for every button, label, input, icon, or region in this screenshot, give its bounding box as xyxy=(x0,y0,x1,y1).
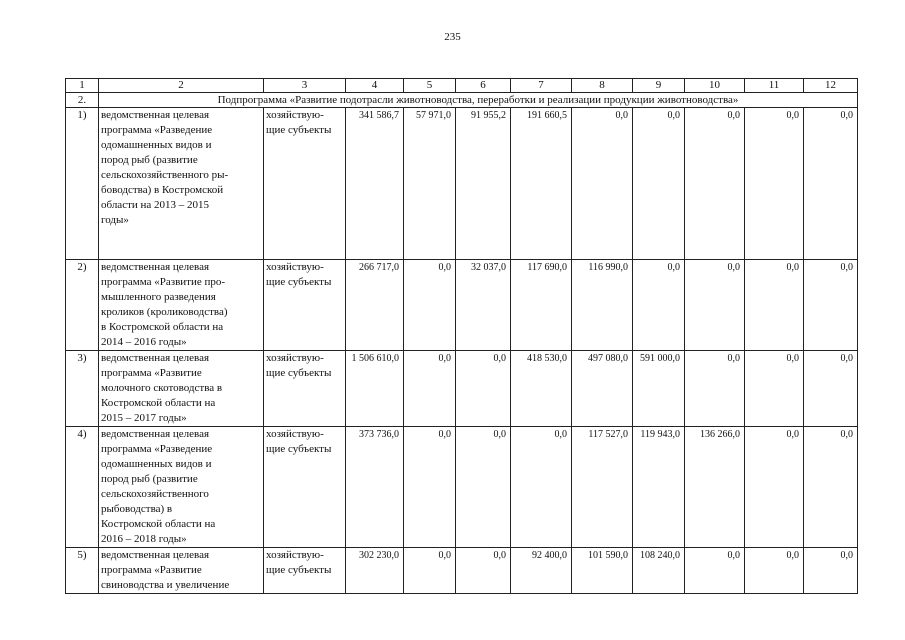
executor-line: хозяйствую- xyxy=(266,352,324,364)
column-number-row xyxy=(66,79,858,93)
program-name-line: ведомственная целевая xyxy=(101,109,210,121)
table-row xyxy=(66,427,858,548)
value-cell: 0,0 xyxy=(456,427,511,548)
program-name xyxy=(99,351,264,427)
program-name-line: программа «Разведение xyxy=(101,124,213,136)
value-cell: 191 660,5 xyxy=(511,108,572,260)
column-number: 4 xyxy=(346,79,404,93)
value-cell: 0,0 xyxy=(511,427,572,548)
column-number: 3 xyxy=(264,79,346,93)
program-name-line: пород рыб (развитие xyxy=(101,154,198,166)
value-cell: 57 971,0 xyxy=(404,108,456,260)
value-cell: 92 400,0 xyxy=(511,548,572,594)
executor xyxy=(264,351,346,427)
table-row xyxy=(66,260,858,351)
value-cell: 266 717,0 xyxy=(346,260,404,351)
program-name-line: 2016 – 2018 годы» xyxy=(101,533,187,545)
value-cell: 1 506 610,0 xyxy=(346,351,404,427)
value-cell: 117 527,0 xyxy=(572,427,633,548)
program-name-line: рыбоводства) в xyxy=(101,503,173,515)
executor-line: щие субъекты xyxy=(266,564,332,576)
program-name-line: Костромской области на xyxy=(101,518,216,530)
program-name-line: сельскохозяйственного ры- xyxy=(101,169,229,181)
executor-line: щие субъекты xyxy=(266,367,332,379)
value-cell: 0,0 xyxy=(804,108,858,260)
program-name-line: ведомственная целевая xyxy=(101,261,210,273)
program-name-line: пород рыб (развитие xyxy=(101,473,198,485)
value-cell: 0,0 xyxy=(404,351,456,427)
subprogram-row xyxy=(66,93,858,108)
value-cell: 373 736,0 xyxy=(346,427,404,548)
program-name-line: сельскохозяйственного xyxy=(101,488,209,500)
executor-line: щие субъекты xyxy=(266,276,332,288)
program-name-line: мышленного разведения xyxy=(101,291,216,303)
executor xyxy=(264,260,346,351)
value-cell: 0,0 xyxy=(456,351,511,427)
row-number: 2) xyxy=(66,260,99,351)
value-cell: 497 080,0 xyxy=(572,351,633,427)
value-cell: 0,0 xyxy=(685,108,745,260)
page-number: 235 xyxy=(444,31,461,43)
program-name xyxy=(99,427,264,548)
program-name-line: 2014 – 2016 годы» xyxy=(101,336,187,348)
column-number: 10 xyxy=(685,79,745,93)
value-cell: 0,0 xyxy=(404,260,456,351)
value-cell: 0,0 xyxy=(404,548,456,594)
program-name-line: одомашненных видов и xyxy=(101,139,212,151)
column-number: 11 xyxy=(745,79,804,93)
executor-line: щие субъекты xyxy=(266,443,332,455)
program-name xyxy=(99,548,264,594)
value-cell: 0,0 xyxy=(745,351,804,427)
subprogram-title: Подпрограмма «Развитие подотрасли животноводства, переработки и реализации продукции животноводства» xyxy=(99,93,858,108)
program-name xyxy=(99,260,264,351)
table-row xyxy=(66,351,858,427)
program-table xyxy=(65,78,858,594)
program-name xyxy=(99,108,264,260)
value-cell: 119 943,0 xyxy=(633,427,685,548)
program-name-line: в Костромской области на xyxy=(101,321,224,333)
value-cell: 108 240,0 xyxy=(633,548,685,594)
value-cell: 117 690,0 xyxy=(511,260,572,351)
program-name-line: молочного скотоводства в xyxy=(101,382,223,394)
value-cell: 0,0 xyxy=(633,260,685,351)
value-cell: 0,0 xyxy=(404,427,456,548)
executor-line: хозяйствую- xyxy=(266,261,324,273)
row-number: 5) xyxy=(66,548,99,594)
column-number: 12 xyxy=(804,79,858,93)
executor xyxy=(264,427,346,548)
value-cell: 0,0 xyxy=(804,351,858,427)
column-number: 8 xyxy=(572,79,633,93)
column-number: 7 xyxy=(511,79,572,93)
program-name-line: ведомственная целевая xyxy=(101,352,210,364)
row-number: 4) xyxy=(66,427,99,548)
program-name-line: программа «Развитие xyxy=(101,367,202,379)
program-name-line: одомашненных видов и xyxy=(101,458,212,470)
program-name-line: боводства) в Костромской xyxy=(101,184,224,196)
subprogram-number: 2. xyxy=(66,93,99,108)
program-name-line: кроликов (кролиководства) xyxy=(101,306,228,318)
value-cell: 136 266,0 xyxy=(685,427,745,548)
value-cell: 0,0 xyxy=(685,351,745,427)
program-name-line: ведомственная целевая xyxy=(101,428,210,440)
column-number: 9 xyxy=(633,79,685,93)
program-name-line: программа «Развитие про- xyxy=(101,276,226,288)
executor xyxy=(264,108,346,260)
column-number: 5 xyxy=(404,79,456,93)
program-name-line: программа «Разведение xyxy=(101,443,213,455)
value-cell: 0,0 xyxy=(633,108,685,260)
table-row xyxy=(66,548,858,594)
value-cell: 0,0 xyxy=(745,260,804,351)
table-row xyxy=(66,108,858,260)
value-cell: 341 586,7 xyxy=(346,108,404,260)
value-cell: 0,0 xyxy=(804,260,858,351)
value-cell: 0,0 xyxy=(745,548,804,594)
program-name-line: программа «Развитие xyxy=(101,564,202,576)
column-number: 1 xyxy=(66,79,99,93)
program-name-line: 2015 – 2017 годы» xyxy=(101,412,187,424)
column-number: 6 xyxy=(456,79,511,93)
value-cell: 0,0 xyxy=(804,427,858,548)
program-name-line: годы» xyxy=(101,214,129,226)
value-cell: 0,0 xyxy=(685,260,745,351)
value-cell: 0,0 xyxy=(745,427,804,548)
column-number: 2 xyxy=(99,79,264,93)
value-cell: 0,0 xyxy=(572,108,633,260)
value-cell: 0,0 xyxy=(685,548,745,594)
executor xyxy=(264,548,346,594)
program-name-line: области на 2013 – 2015 xyxy=(101,199,210,211)
executor-line: хозяйствую- xyxy=(266,428,324,440)
value-cell: 0,0 xyxy=(456,548,511,594)
value-cell: 91 955,2 xyxy=(456,108,511,260)
value-cell: 302 230,0 xyxy=(346,548,404,594)
value-cell: 116 990,0 xyxy=(572,260,633,351)
executor-line: хозяйствую- xyxy=(266,549,324,561)
value-cell: 32 037,0 xyxy=(456,260,511,351)
value-cell: 0,0 xyxy=(804,548,858,594)
value-cell: 101 590,0 xyxy=(572,548,633,594)
value-cell: 591 000,0 xyxy=(633,351,685,427)
executor-line: хозяйствую- xyxy=(266,109,324,121)
program-name-line: Костромской области на xyxy=(101,397,216,409)
executor-line: щие субъекты xyxy=(266,124,332,136)
value-cell: 0,0 xyxy=(745,108,804,260)
program-name-line: свиноводства и увеличение xyxy=(101,579,230,591)
value-cell: 418 530,0 xyxy=(511,351,572,427)
row-number: 3) xyxy=(66,351,99,427)
row-number: 1) xyxy=(66,108,99,260)
program-name-line: ведомственная целевая xyxy=(101,549,210,561)
